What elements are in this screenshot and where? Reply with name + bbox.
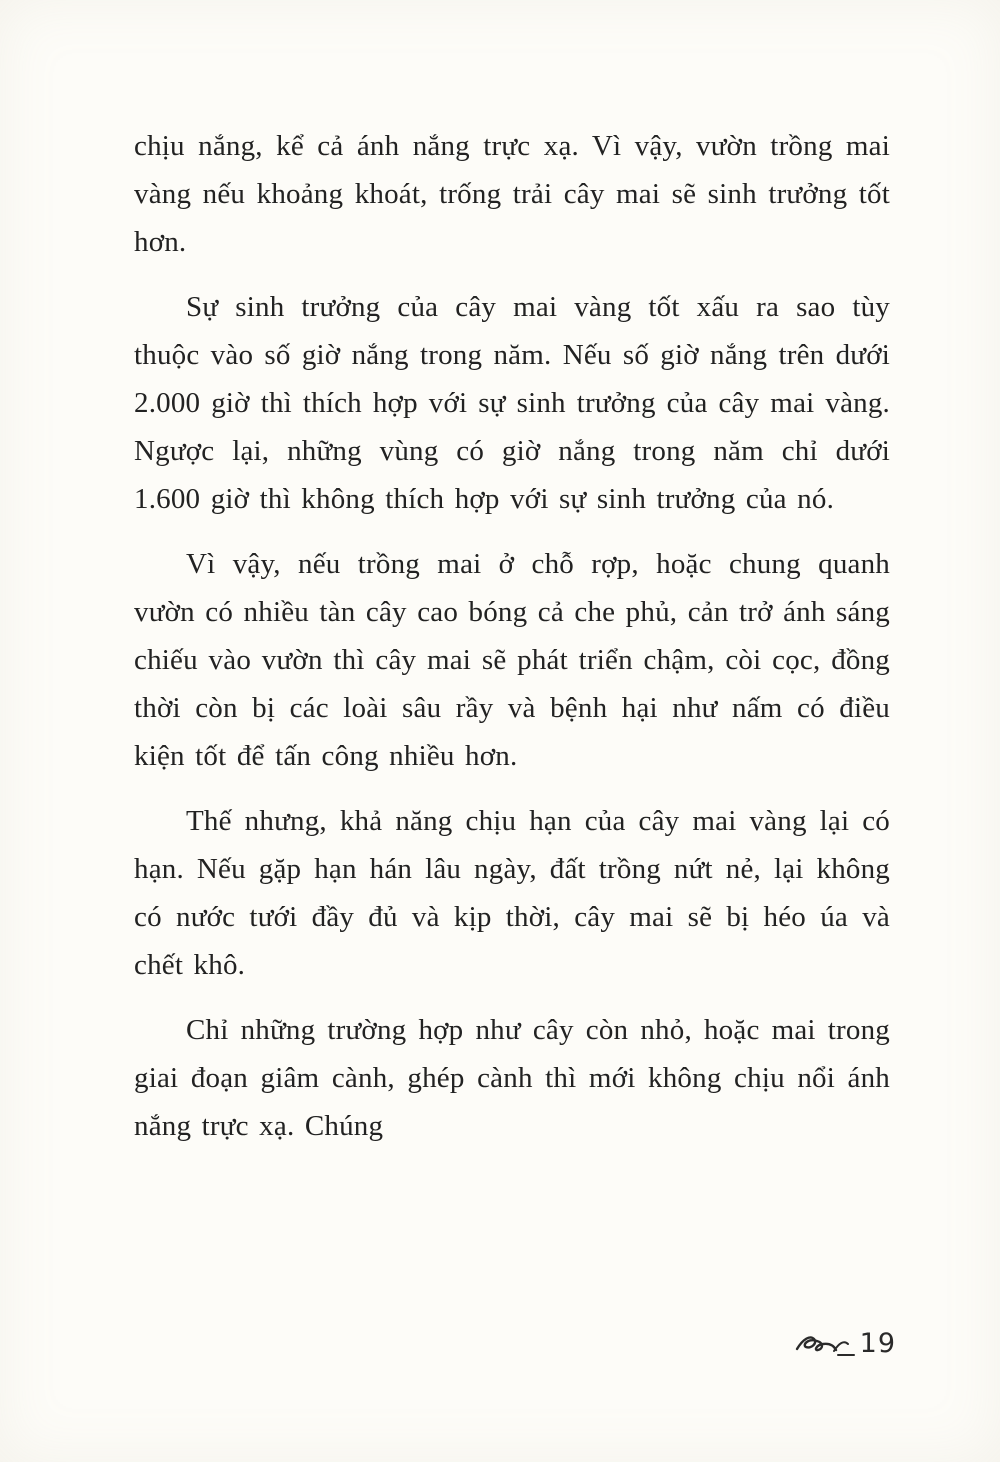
paragraph-5: Chỉ những trường hợp như cây còn nhỏ, hoặc mai trong giai đoạn giâm cành, ghép cành thì mới không chịu nổi ánh nắng trực xạ. Chúng [134,1014,890,1142]
page-footer [794,1325,896,1359]
paragraph-3: Vì vậy, nếu trồng mai ở chỗ rợp, hoặc chung quanh vườn có nhiều tàn cây cao bóng cả che phủ, cản trở ánh sáng chiếu vào vườn thì cây mai sẽ phát triển chậm, còi cọc, đồng thời còn bị các loài sâu rầy và bệnh hại như nấm có điều kiện tốt để tấn công nhiều hơn. [134,548,890,772]
paragraph-1: chịu nắng, kể cả ánh nắng trực xạ. Vì vậy, vườn trồng mai vàng nếu khoảng khoát, trống trải cây mai sẽ sinh trưởng tốt hơn. [134,130,890,258]
paragraph-4: Thế nhưng, khả năng chịu hạn của cây mai vàng lại có hạn. Nếu gặp hạn hán lâu ngày, đất trồng nứt nẻ, lại không có nước tưới đầy đủ và kịp thời, cây mai sẽ bị héo úa và chết khô. [134,805,890,981]
body-text [134,122,890,1167]
paragraph-2: Sự sinh trưởng của cây mai vàng tốt xấu ra sao tùy thuộc vào số giờ nắng trong năm. Nếu số giờ nắng trên dưới 2.000 giờ thì thích hợp với sự sinh trưởng của cây mai vàng. Ngược lại, những vùng có giờ nắng trong năm chỉ dưới 1.600 giờ thì không thích hợp với sự sinh trưởng của nó. [134,291,890,515]
page-number: 19 [859,1328,896,1359]
pen-flourish-icon [794,1325,858,1359]
